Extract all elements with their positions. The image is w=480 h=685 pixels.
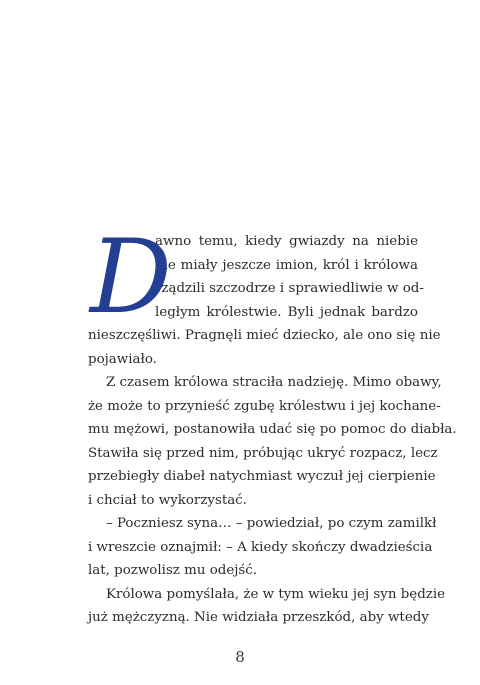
paragraph-1-line-6: pojawiało. <box>88 351 157 367</box>
paragraph-1-line-2: nie miały jeszcze imion, król i królowa <box>155 257 418 273</box>
paragraph-3-line-2: i wreszcie oznajmił: – A kiedy skończy dwadzieścia <box>88 539 433 555</box>
body-text <box>88 218 457 630</box>
paragraph-1-line-3: rządzili szczodrze i sprawiedliwie w od- <box>155 281 424 296</box>
paragraph-4-line-1: Królowa pomyślała, że w tym wieku jej syn będzie <box>106 586 446 602</box>
dropcap-letter: D <box>90 218 172 337</box>
paragraph-2-line-2: że może to przynieść zgubę królestwu i jej kochane- <box>88 398 441 414</box>
paragraph-2-line-5: przebiegły diabeł natychmiast wyczuł jej cierpienie <box>88 469 436 484</box>
paragraph-3-line-3: lat, pozwolisz mu odejść. <box>88 563 258 578</box>
paragraph-1-line-4: ległym królestwie. Byli jednak bardzo <box>155 304 418 320</box>
paragraph-2-line-6: i chciał to wykorzystać. <box>88 492 247 508</box>
page-number: 8 <box>235 648 245 666</box>
paragraph-2-line-3: mu mężowi, postanowiła udać się po pomoc do diabła. <box>88 422 457 437</box>
paragraph-2-line-1: Z czasem królowa straciła nadzieję. Mimo obawy, <box>106 375 442 390</box>
dropcap-d <box>88 218 172 337</box>
paragraph-1-line-5: nieszczęśliwi. Pragnęli mieć dziecko, ale ono się nie <box>88 328 441 343</box>
paragraph-4-line-2: już mężczyzną. Nie widziała przeszkód, aby wtedy <box>88 610 429 625</box>
paragraph-1-line-1: awno temu, kiedy gwiazdy na niebie <box>155 234 418 249</box>
paragraph-2-line-4: Stawiła się przed nim, próbując ukryć rozpacz, lecz <box>88 445 438 461</box>
paragraph-3-line-1: – Poczniesz syna… – powiedział, po czym zamilkł <box>106 516 437 531</box>
